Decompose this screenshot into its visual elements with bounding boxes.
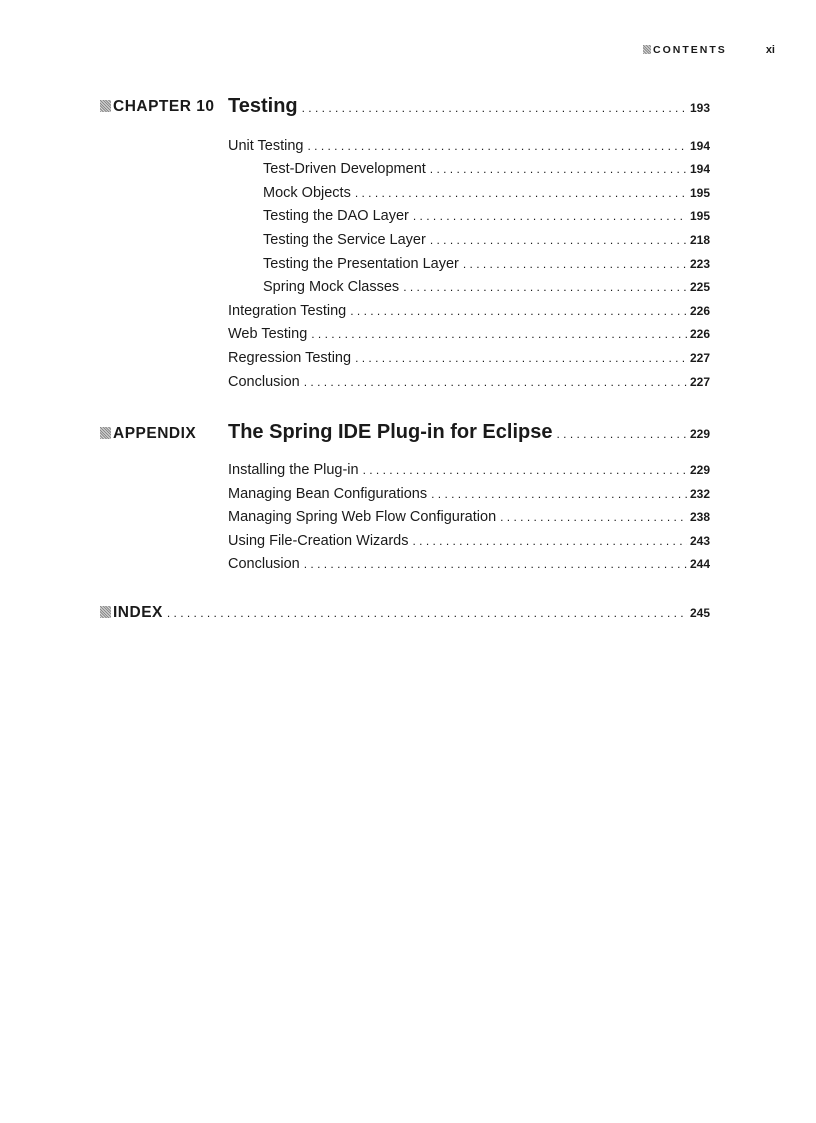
toc-entry[interactable] [263, 256, 710, 272]
toc-entry-title: Web Testing [228, 326, 308, 342]
toc-entry-title: Testing the Presentation Layer [263, 256, 459, 272]
toc-entry-title: Mock Objects [263, 185, 351, 201]
toc-entry-title: Managing Spring Web Flow Configuration [228, 509, 497, 525]
toc-entry-page: 238 [689, 510, 710, 524]
toc-entry-page: 244 [689, 557, 710, 571]
leader-dots [430, 163, 687, 175]
toc-entry-title: Testing the DAO Layer [263, 208, 409, 224]
toc-entry-title: Conclusion [228, 374, 300, 390]
leader-dots [304, 558, 687, 570]
leader-dots [413, 210, 687, 222]
leader-dots [413, 535, 687, 547]
leader-dots [363, 464, 687, 476]
leader-dots [350, 305, 687, 317]
toc-entry-title: Integration Testing [228, 303, 347, 319]
appendix-label: APPENDIX [100, 425, 196, 443]
toc-entry-title: The Spring IDE Plug-in for Eclipse [228, 421, 553, 443]
toc-entry-page: 245 [689, 606, 710, 620]
leader-dots [355, 352, 687, 364]
toc-entry-title: Installing the Plug-in [228, 462, 359, 478]
leader-dots [463, 258, 687, 270]
toc-entry[interactable] [228, 138, 710, 154]
toc-entry[interactable] [228, 462, 710, 478]
toc-entry-page: 194 [689, 139, 710, 153]
toc-entry[interactable] [228, 509, 710, 525]
toc-entry-page: 226 [689, 327, 710, 341]
toc-entry[interactable] [263, 279, 710, 295]
leader-dots [431, 488, 687, 500]
running-head [643, 44, 775, 58]
toc-entry[interactable] [228, 350, 710, 366]
toc-entry-title: Unit Testing [228, 138, 304, 154]
chapter-label: CHAPTER 10 [100, 98, 214, 116]
leader-dots [430, 234, 687, 246]
toc-entry-title: Conclusion [228, 556, 300, 572]
toc-entry[interactable] [228, 326, 710, 342]
toc-entry-page: 223 [689, 257, 710, 271]
leader-dots [556, 428, 686, 440]
toc-entry-title: Using File-Creation Wizards [228, 533, 409, 549]
toc-entry[interactable] [228, 374, 710, 390]
toc-entry-page: 229 [689, 463, 710, 477]
leader-dots [308, 140, 687, 152]
toc-entry-title: Testing [228, 95, 298, 117]
page-number: xi [765, 44, 775, 56]
toc-entry-page: 195 [689, 186, 710, 200]
toc-entry-page: 227 [689, 351, 710, 365]
toc-entry-page: 194 [689, 162, 710, 176]
toc-entry-chapter-10[interactable] [228, 95, 710, 118]
leader-dots [311, 328, 687, 340]
leader-dots [304, 376, 687, 388]
toc-entry[interactable] [228, 533, 710, 549]
toc-entry-title: Testing the Service Layer [263, 232, 426, 248]
toc-entry-title: Managing Bean Configurations [228, 486, 428, 502]
leader-dots [167, 607, 687, 619]
bullet-square-icon [100, 606, 111, 618]
toc-entry[interactable] [263, 161, 710, 177]
running-head-title: CONTENTS [643, 44, 727, 56]
toc-entry-page: 243 [689, 534, 710, 548]
toc-entry[interactable] [228, 556, 710, 572]
toc-entry-title: Regression Testing [228, 350, 352, 366]
toc-entry-page: 225 [689, 280, 710, 294]
toc-entry-page: 227 [689, 375, 710, 389]
leader-dots [302, 102, 687, 114]
toc-entry-page: 226 [689, 304, 710, 318]
leader-dots [500, 511, 687, 523]
bullet-square-icon [100, 427, 111, 439]
leader-dots [403, 281, 687, 293]
toc-entry-page: 218 [689, 233, 710, 247]
toc-entry[interactable] [228, 486, 710, 502]
toc-entry-appendix[interactable] [228, 421, 710, 444]
toc-entry-page: 193 [689, 101, 710, 115]
toc-entry-page: 195 [689, 209, 710, 223]
toc-entry[interactable] [263, 185, 710, 201]
toc-entry-title: Spring Mock Classes [263, 279, 400, 295]
toc-entry[interactable] [228, 303, 710, 319]
toc-entry[interactable] [263, 208, 710, 224]
bullet-square-icon [100, 100, 111, 112]
leader-dots [355, 187, 687, 199]
toc-entry-title: Test-Driven Development [263, 161, 426, 177]
toc-entry-page: 232 [689, 487, 710, 501]
toc-entry-page: 229 [689, 427, 710, 441]
index-label: INDEX [100, 604, 167, 622]
toc-entry-index[interactable] [100, 604, 710, 622]
bullet-square-icon [643, 45, 651, 54]
toc-entry[interactable] [263, 232, 710, 248]
